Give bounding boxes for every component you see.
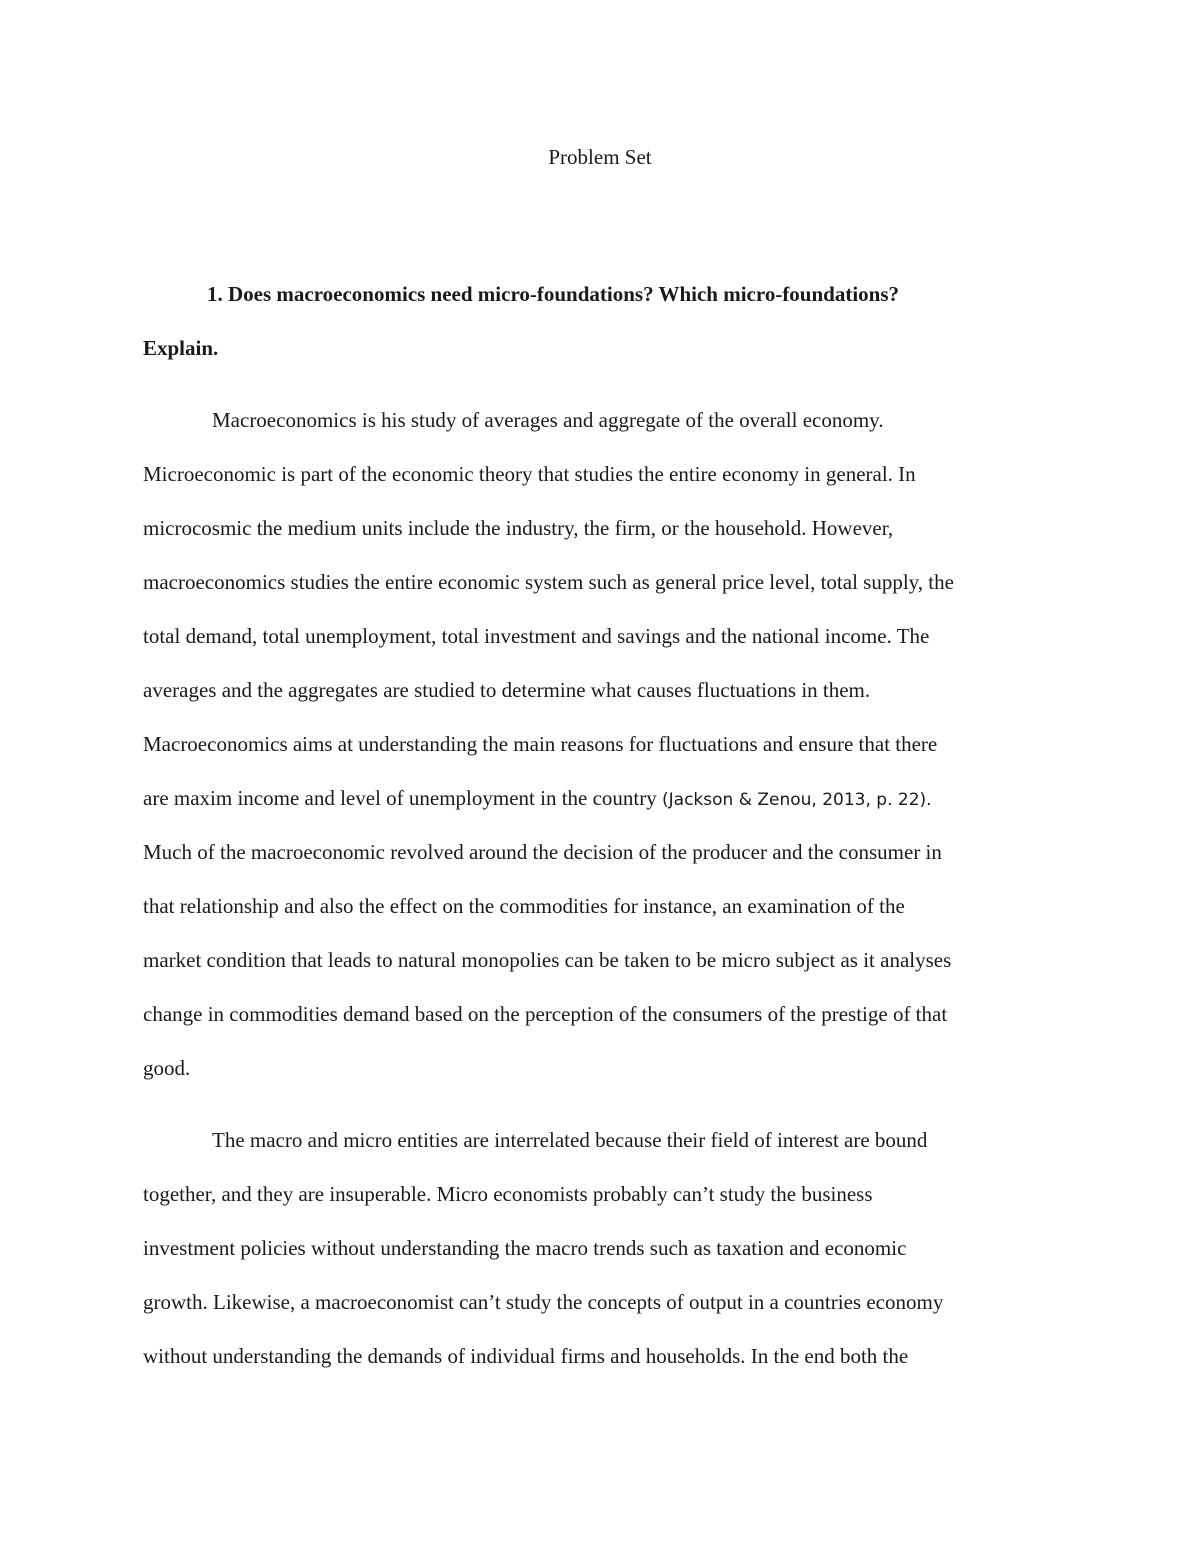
- paragraph-line: The macro and micro entities are interrelated because their field of interest are bound: [212, 1128, 928, 1152]
- question-heading: [143, 279, 1073, 387]
- question-line: 1. Does macroeconomics need micro-foundations? Which micro-foundations?: [207, 282, 900, 306]
- paragraph-line: Macroeconomics is his study of averages and aggregate of the overall economy.: [212, 408, 884, 432]
- paragraph: [143, 1125, 1073, 1395]
- paragraph-line: without understanding the demands of individual firms and households. In the end both the: [143, 1344, 909, 1368]
- paragraph-line-text: are maxim income and level of unemployment in the country: [143, 786, 663, 810]
- citation: (Jackson & Zenou, 2013, p. 22).: [662, 790, 932, 810]
- paragraph-line: that relationship and also the effect on the commodities for instance, an examination of the: [143, 894, 905, 918]
- paragraph-line: Much of the macroeconomic revolved around the decision of the producer and the consumer in: [143, 840, 942, 864]
- paragraph-line: together, and they are insuperable. Micro economists probably can’t study the business: [143, 1182, 873, 1206]
- paragraph-line: Macroeconomics aims at understanding the main reasons for fluctuations and ensure that there: [143, 732, 938, 756]
- paragraph-line: Microeconomic is part of the economic theory that studies the entire economy in general. In: [143, 462, 916, 486]
- paragraph-line: investment policies without understanding the macro trends such as taxation and economic: [143, 1236, 907, 1260]
- paragraph-line: market condition that leads to natural monopolies can be taken to be micro subject as it analyses: [143, 948, 952, 972]
- document-title: Problem Set: [548, 145, 652, 169]
- paragraph-line: macroeconomics studies the entire economic system such as general price level, total supply, the: [143, 570, 954, 594]
- paragraph: [143, 405, 1073, 1107]
- paragraph-line: good.: [143, 1056, 191, 1080]
- paragraph-line: growth. Likewise, a macroeconomist can’t study the concepts of output in a countries economy: [143, 1290, 944, 1314]
- paragraph-line: microcosmic the medium units include the industry, the firm, or the household. However,: [143, 516, 894, 540]
- question-line: Explain.: [143, 336, 219, 360]
- paragraph-line: total demand, total unemployment, total investment and savings and the national income. The: [143, 624, 930, 648]
- paragraph-line: change in commodities demand based on the perception of the consumers of the prestige of that: [143, 1002, 948, 1026]
- paragraph-line-with-citation: [143, 783, 1073, 837]
- paragraph-line: averages and the aggregates are studied to determine what causes fluctuations in them.: [143, 678, 871, 702]
